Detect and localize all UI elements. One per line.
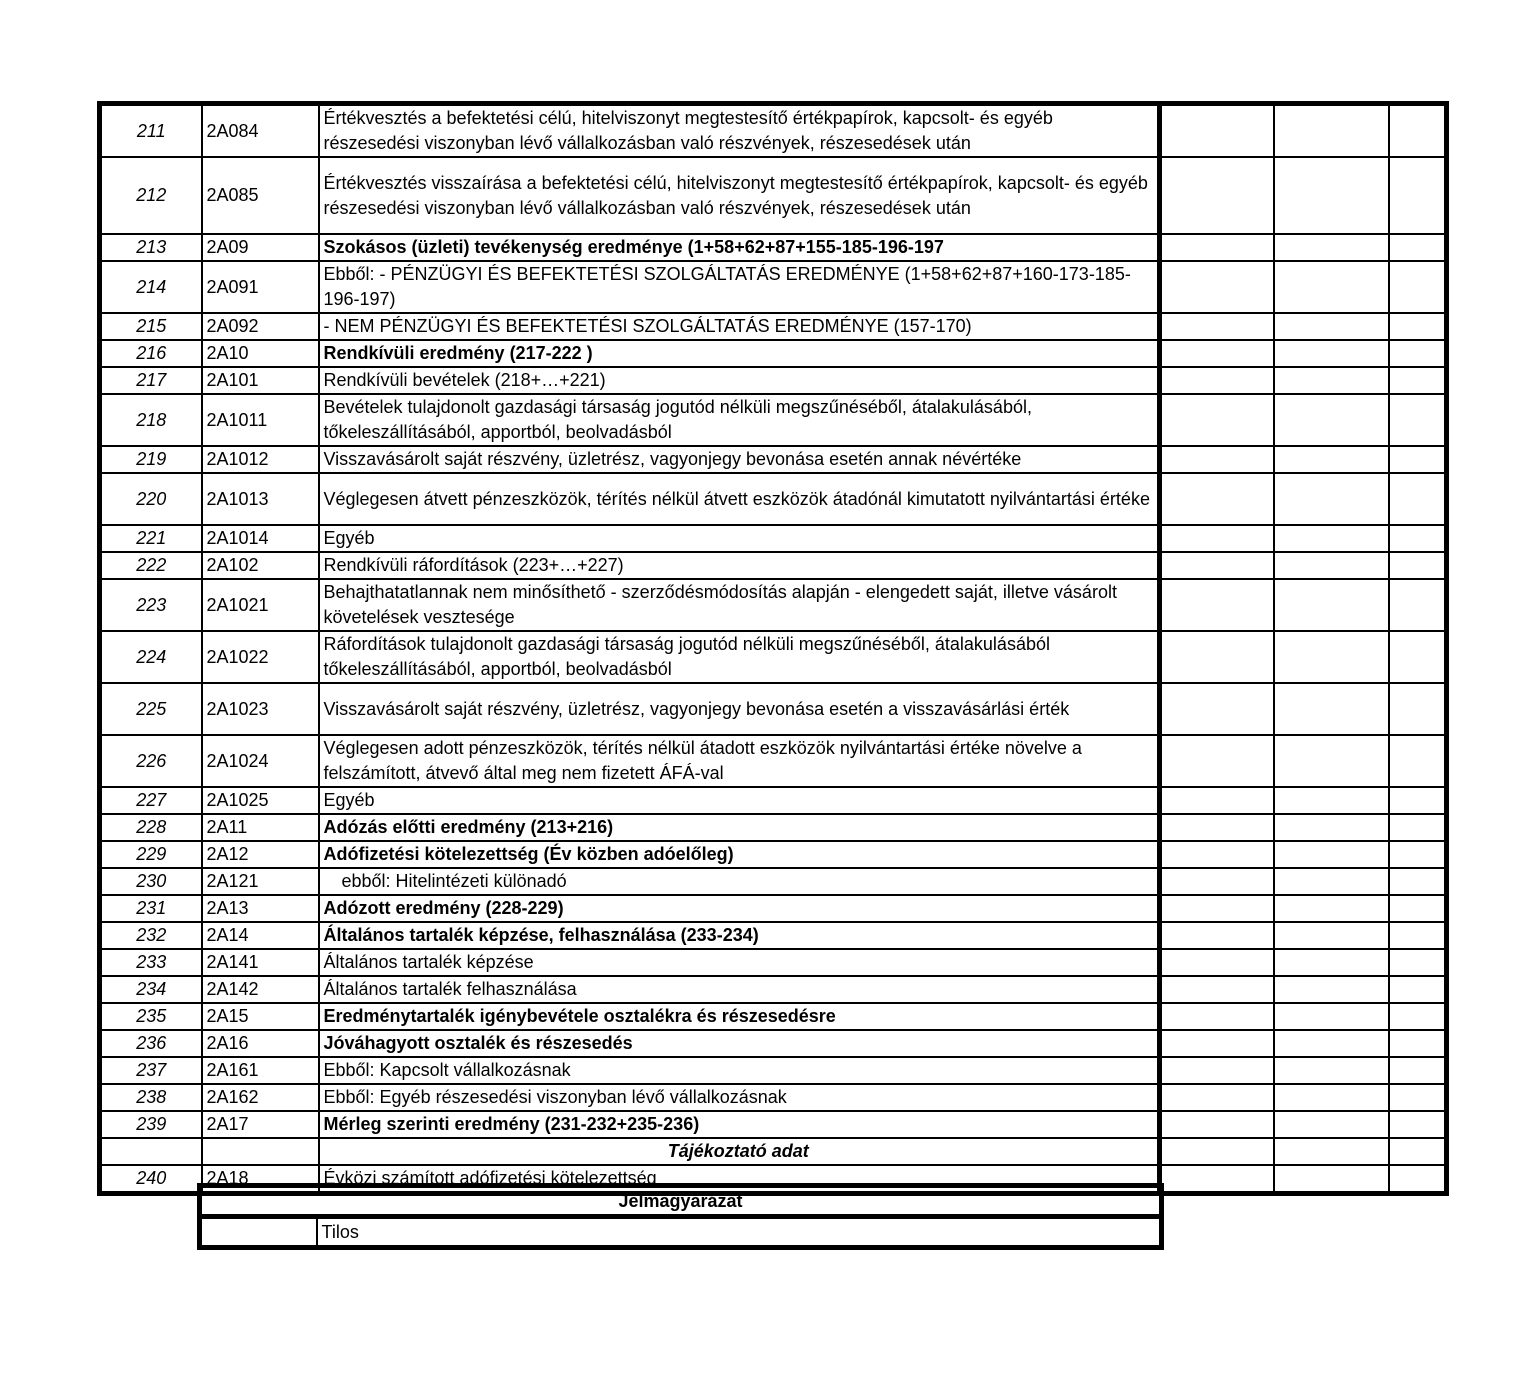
row-code: 2A102	[202, 552, 319, 579]
value-cell-1[interactable]	[1160, 579, 1274, 631]
row-description: Visszavásárolt saját részvény, üzletrész, vagyonjegy bevonása esetén a visszavásárlási érték	[319, 683, 1160, 735]
row-description: Behajthatatlannak nem minősíthető - szerződésmódosítás alapján - elengedett saját, illetve vásárolt követelések vesztesége	[319, 579, 1160, 631]
row-number: 213	[100, 234, 202, 261]
table-row	[100, 261, 1447, 313]
table-row	[100, 446, 1447, 473]
table-row	[100, 552, 1447, 579]
row-number: 212	[100, 157, 202, 234]
row-description: Visszavásárolt saját részvény, üzletrész, vagyonjegy bevonása esetén annak névértéke	[319, 446, 1160, 473]
table-row	[100, 631, 1447, 683]
row-number: 221	[100, 525, 202, 552]
value-cell-2[interactable]	[1274, 735, 1389, 787]
row-description: Ebből: - PÉNZÜGYI ÉS BEFEKTETÉSI SZOLGÁLTATÁS EREDMÉNYE (1+58+62+87+160-173-185-196-197)	[319, 261, 1160, 313]
row-code: 2A14	[202, 922, 319, 949]
value-cell-3[interactable]	[1389, 949, 1447, 976]
value-cell-3[interactable]	[1389, 579, 1447, 631]
value-cell-3[interactable]	[1389, 525, 1447, 552]
row-number: 240	[100, 1165, 202, 1194]
row-number: 219	[100, 446, 202, 473]
row-code: 2A12	[202, 841, 319, 868]
row-number: 220	[100, 473, 202, 525]
value-cell-1[interactable]	[1160, 1111, 1274, 1138]
value-cell-1[interactable]	[1160, 394, 1274, 446]
row-description: Rendkívüli eredmény (217-222 )	[319, 340, 1160, 367]
row-description: - NEM PÉNZÜGYI ÉS BEFEKTETÉSI SZOLGÁLTATÁS EREDMÉNYE (157-170)	[319, 313, 1160, 340]
value-cell-1[interactable]	[1160, 868, 1274, 895]
legend-title: Jelmagyarázat	[200, 1186, 1162, 1217]
row-code: 2A1023	[202, 683, 319, 735]
value-cell-3[interactable]	[1389, 394, 1447, 446]
table-row	[100, 473, 1447, 525]
value-cell-2[interactable]	[1274, 841, 1389, 868]
row-number: 218	[100, 394, 202, 446]
value-cell-2[interactable]	[1274, 525, 1389, 552]
row-description: Ráfordítások tulajdonolt gazdasági társaság jogutód nélküli megszűnéséből, átalakulásából tőkeleszállításából, apportból, beolvadásból	[319, 631, 1160, 683]
row-code: 2A162	[202, 1084, 319, 1111]
value-cell-3[interactable]	[1389, 868, 1447, 895]
value-cell-1[interactable]	[1160, 683, 1274, 735]
value-cell-2[interactable]	[1274, 683, 1389, 735]
row-number: 225	[100, 683, 202, 735]
row-description: ebből: Hitelintézeti különadó	[319, 868, 1160, 895]
legend-table	[197, 1183, 1164, 1250]
table-row	[100, 525, 1447, 552]
value-cell-1[interactable]	[1160, 473, 1274, 525]
row-description: Adózás előtti eredmény (213+216)	[319, 814, 1160, 841]
value-cell-1[interactable]	[1160, 735, 1274, 787]
row-number: 217	[100, 367, 202, 394]
row-code: 2A141	[202, 949, 319, 976]
value-cell-2[interactable]	[1274, 895, 1389, 922]
value-cell-1[interactable]	[1160, 814, 1274, 841]
value-cell-2[interactable]	[1274, 1057, 1389, 1084]
table-row	[100, 814, 1447, 841]
row-description: Ebből: Kapcsolt vállalkozásnak	[319, 1057, 1160, 1084]
value-cell-3[interactable]	[1389, 735, 1447, 787]
row-description: Egyéb	[319, 525, 1160, 552]
value-cell-1[interactable]	[1160, 976, 1274, 1003]
table-row	[100, 1003, 1447, 1030]
value-cell-1[interactable]	[1160, 1057, 1274, 1084]
row-description: Évközi számított adófizetési kötelezettség	[319, 1165, 1160, 1194]
row-number: 231	[100, 895, 202, 922]
value-cell-3[interactable]	[1389, 1030, 1447, 1057]
table-row	[100, 340, 1447, 367]
value-cell-3[interactable]	[1389, 234, 1447, 261]
value-cell-3[interactable]	[1389, 631, 1447, 683]
row-number: 234	[100, 976, 202, 1003]
row-description: Jóváhagyott osztalék és részesedés	[319, 1030, 1160, 1057]
legend-label: Tilos	[317, 1217, 1162, 1248]
value-cell-3[interactable]	[1389, 1057, 1447, 1084]
row-description: Véglegesen átvett pénzeszközök, térítés nélkül átvett eszközök átadónál kimutatott nyilvántartási értéke	[319, 473, 1160, 525]
value-cell-1[interactable]	[1160, 1030, 1274, 1057]
row-description: Adófizetési kötelezettség (Év közben adóelőleg)	[319, 841, 1160, 868]
row-description: Értékvesztés a befektetési célú, hitelviszonyt megtestesítő értékpapírok, kapcsolt- és egyéb részesedési viszonyban lévő vállalkozásban való részvények, részesedések után	[319, 104, 1160, 158]
value-cell-1[interactable]	[1160, 1165, 1274, 1194]
table-row	[100, 1030, 1447, 1057]
row-code: 2A1025	[202, 787, 319, 814]
row-number: 229	[100, 841, 202, 868]
row-code: 2A092	[202, 313, 319, 340]
row-code: 2A10	[202, 340, 319, 367]
table-row	[100, 367, 1447, 394]
row-code: 2A15	[202, 1003, 319, 1030]
table-row	[100, 313, 1447, 340]
row-number: 224	[100, 631, 202, 683]
row-number: 230	[100, 868, 202, 895]
table-row	[100, 394, 1447, 446]
value-cell-2[interactable]	[1274, 1030, 1389, 1057]
table-row	[100, 841, 1447, 868]
table-row	[100, 1057, 1447, 1084]
table-row	[100, 1111, 1447, 1138]
row-number: 211	[100, 104, 202, 158]
row-description: Rendkívüli ráfordítások (223+…+227)	[319, 552, 1160, 579]
value-cell-1[interactable]	[1160, 104, 1274, 158]
row-number: 226	[100, 735, 202, 787]
table-row	[100, 683, 1447, 735]
row-number: 236	[100, 1030, 202, 1057]
value-cell-1[interactable]	[1160, 1003, 1274, 1030]
value-cell-1[interactable]	[1160, 949, 1274, 976]
value-cell-2[interactable]	[1274, 1111, 1389, 1138]
row-description: Általános tartalék képzése	[319, 949, 1160, 976]
value-cell-1[interactable]	[1160, 340, 1274, 367]
table-row	[100, 922, 1447, 949]
row-number: 228	[100, 814, 202, 841]
row-code: 2A1021	[202, 579, 319, 631]
value-cell-2[interactable]	[1274, 446, 1389, 473]
value-cell-3[interactable]	[1389, 261, 1447, 313]
value-cell-1[interactable]	[1160, 631, 1274, 683]
value-cell-2[interactable]	[1274, 949, 1389, 976]
row-number: 232	[100, 922, 202, 949]
value-cell-3[interactable]	[1389, 446, 1447, 473]
value-cell-2[interactable]	[1274, 367, 1389, 394]
row-code: 2A18	[202, 1165, 319, 1194]
value-cell-3[interactable]	[1389, 787, 1447, 814]
row-description: Ebből: Egyéb részesedési viszonyban lévő vállalkozásnak	[319, 1084, 1160, 1111]
table-row	[100, 104, 1447, 158]
value-cell-2[interactable]	[1274, 868, 1389, 895]
table-row	[100, 868, 1447, 895]
value-cell-3[interactable]	[1389, 1003, 1447, 1030]
value-cell-3[interactable]	[1389, 157, 1447, 234]
value-cell-1[interactable]	[1160, 787, 1274, 814]
row-description: Bevételek tulajdonolt gazdasági társaság jogutód nélküli megszűnéséből, átalakulásából, tőkeleszállításából, apportból, beolvadásból	[319, 394, 1160, 446]
value-cell-2[interactable]	[1274, 1165, 1389, 1194]
row-code: 2A121	[202, 868, 319, 895]
value-cell-3[interactable]	[1389, 1165, 1447, 1194]
row-code: 2A091	[202, 261, 319, 313]
row-number: 238	[100, 1084, 202, 1111]
value-cell-3[interactable]	[1389, 683, 1447, 735]
value-cell-1[interactable]	[1160, 525, 1274, 552]
row-number: 214	[100, 261, 202, 313]
legend-item-row	[200, 1217, 1162, 1248]
row-number: 222	[100, 552, 202, 579]
row-description: Tájékoztató adat	[319, 1138, 1160, 1165]
info-header-row	[100, 1138, 1447, 1165]
value-cell-3[interactable]	[1389, 313, 1447, 340]
report-table	[97, 101, 1449, 1196]
value-cell-2[interactable]	[1274, 1003, 1389, 1030]
value-cell-2[interactable]	[1274, 787, 1389, 814]
row-code: 2A085	[202, 157, 319, 234]
value-cell-1[interactable]	[1160, 841, 1274, 868]
row-code: 2A084	[202, 104, 319, 158]
table-row	[100, 234, 1447, 261]
table-row	[100, 976, 1447, 1003]
value-cell-2[interactable]	[1274, 313, 1389, 340]
table-row	[100, 1084, 1447, 1111]
legend-header-row	[200, 1186, 1162, 1217]
legend-swatch	[200, 1217, 317, 1248]
row-code: 2A16	[202, 1030, 319, 1057]
row-description: Értékvesztés visszaírása a befektetési célú, hitelviszonyt megtestesítő értékpapírok, kapcsolt- és egyéb részesedési viszonyban lévő vállalkozásban való részvények, részesedések után	[319, 157, 1160, 234]
row-code: 2A09	[202, 234, 319, 261]
row-description: Véglegesen adott pénzeszközök, térítés nélkül átadott eszközök nyilvántartási értéke növelve a felszámított, átvevő által meg nem fizetett ÁFÁ-val	[319, 735, 1160, 787]
value-cell-3[interactable]	[1389, 1138, 1447, 1165]
row-code: 2A101	[202, 367, 319, 394]
value-cell-1[interactable]	[1160, 157, 1274, 234]
value-cell-1[interactable]	[1160, 446, 1274, 473]
row-description: Adózott eredmény (228-229)	[319, 895, 1160, 922]
value-cell-2[interactable]	[1274, 157, 1389, 234]
value-cell-3[interactable]	[1389, 976, 1447, 1003]
value-cell-2[interactable]	[1274, 1084, 1389, 1111]
row-code: 2A17	[202, 1111, 319, 1138]
value-cell-2[interactable]	[1274, 552, 1389, 579]
value-cell-2[interactable]	[1274, 1138, 1389, 1165]
row-number: 239	[100, 1111, 202, 1138]
value-cell-3[interactable]	[1389, 104, 1447, 158]
value-cell-3[interactable]	[1389, 340, 1447, 367]
value-cell-1[interactable]	[1160, 922, 1274, 949]
row-number: 235	[100, 1003, 202, 1030]
table-row	[100, 949, 1447, 976]
value-cell-2[interactable]	[1274, 814, 1389, 841]
value-cell-3[interactable]	[1389, 814, 1447, 841]
value-cell-1[interactable]	[1160, 1084, 1274, 1111]
value-cell-2[interactable]	[1274, 104, 1389, 158]
value-cell-1[interactable]	[1160, 1138, 1274, 1165]
value-cell-2[interactable]	[1274, 976, 1389, 1003]
value-cell-1[interactable]	[1160, 552, 1274, 579]
row-code: 2A1014	[202, 525, 319, 552]
row-description: Általános tartalék képzése, felhasználása (233-234)	[319, 922, 1160, 949]
value-cell-2[interactable]	[1274, 579, 1389, 631]
row-description: Eredménytartalék igénybevétele osztalékra és részesedésre	[319, 1003, 1160, 1030]
value-cell-3[interactable]	[1389, 922, 1447, 949]
value-cell-2[interactable]	[1274, 234, 1389, 261]
row-number: 223	[100, 579, 202, 631]
value-cell-2[interactable]	[1274, 922, 1389, 949]
row-code: 2A11	[202, 814, 319, 841]
row-code: 2A1011	[202, 394, 319, 446]
row-description: Egyéb	[319, 787, 1160, 814]
value-cell-1[interactable]	[1160, 313, 1274, 340]
row-number: 237	[100, 1057, 202, 1084]
value-cell-1[interactable]	[1160, 367, 1274, 394]
table-row	[100, 157, 1447, 234]
value-cell-2[interactable]	[1274, 631, 1389, 683]
value-cell-1[interactable]	[1160, 234, 1274, 261]
table-row	[100, 579, 1447, 631]
value-cell-1[interactable]	[1160, 261, 1274, 313]
value-cell-3[interactable]	[1389, 1111, 1447, 1138]
value-cell-2[interactable]	[1274, 394, 1389, 446]
value-cell-2[interactable]	[1274, 473, 1389, 525]
value-cell-3[interactable]	[1389, 895, 1447, 922]
table-row	[100, 735, 1447, 787]
row-code: 2A13	[202, 895, 319, 922]
row-number: 233	[100, 949, 202, 976]
value-cell-3[interactable]	[1389, 841, 1447, 868]
table-row	[100, 895, 1447, 922]
row-code: 2A1022	[202, 631, 319, 683]
row-number: 216	[100, 340, 202, 367]
row-description: Mérleg szerinti eredmény (231-232+235-236)	[319, 1111, 1160, 1138]
row-code: 2A161	[202, 1057, 319, 1084]
row-number	[100, 1138, 202, 1165]
value-cell-3[interactable]	[1389, 1084, 1447, 1111]
row-description: Szokásos (üzleti) tevékenység eredménye (1+58+62+87+155-185-196-197	[319, 234, 1160, 261]
row-number: 215	[100, 313, 202, 340]
value-cell-2[interactable]	[1274, 340, 1389, 367]
row-description: Rendkívüli bevételek (218+…+221)	[319, 367, 1160, 394]
table-row	[100, 787, 1447, 814]
value-cell-1[interactable]	[1160, 895, 1274, 922]
row-code	[202, 1138, 319, 1165]
row-code: 2A1024	[202, 735, 319, 787]
value-cell-3[interactable]	[1389, 552, 1447, 579]
row-description: Általános tartalék felhasználása	[319, 976, 1160, 1003]
row-code: 2A1013	[202, 473, 319, 525]
row-code: 2A1012	[202, 446, 319, 473]
row-number: 227	[100, 787, 202, 814]
value-cell-3[interactable]	[1389, 367, 1447, 394]
value-cell-2[interactable]	[1274, 261, 1389, 313]
row-code: 2A142	[202, 976, 319, 1003]
report-table-body	[100, 104, 1447, 1194]
value-cell-3[interactable]	[1389, 473, 1447, 525]
